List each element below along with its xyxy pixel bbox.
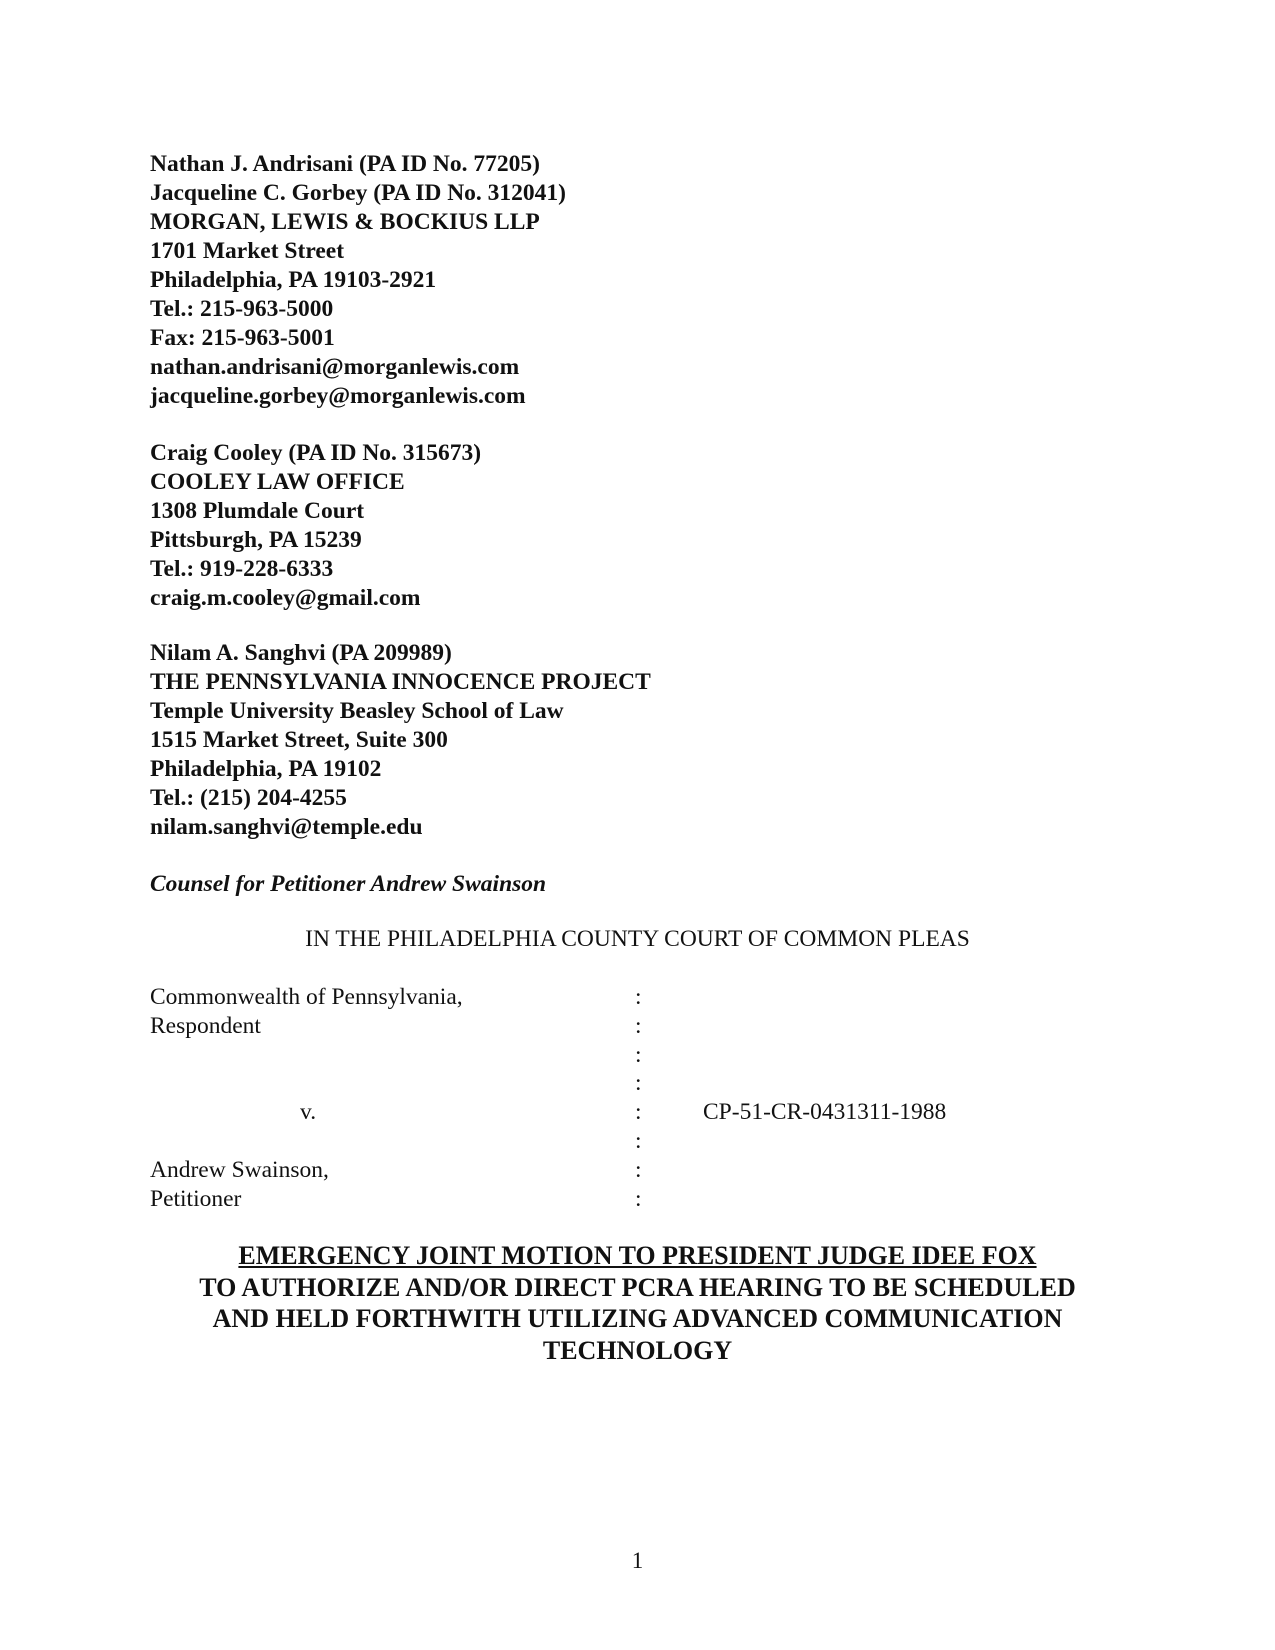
caption-colon: : <box>635 1156 642 1183</box>
email: craig.m.cooley@gmail.com <box>150 585 421 611</box>
counsel-for-statement: Counsel for Petitioner Andrew Swainson <box>150 871 547 897</box>
fax: Fax: 215-963-5001 <box>150 325 335 351</box>
telephone: Tel.: 215-963-5000 <box>150 296 334 322</box>
petitioner-name: Andrew Swainson, <box>150 1157 329 1183</box>
respondent-role: Respondent <box>150 1013 261 1039</box>
street-address: 1308 Plumdale Court <box>150 498 365 524</box>
counsel-line: Nathan J. Andrisani (PA ID No. 77205) <box>150 151 540 177</box>
case-caption <box>150 983 1150 1223</box>
counsel-block-innocence-project <box>150 639 651 842</box>
caption-colon: : <box>635 1127 642 1154</box>
counsel-block-cooley-law <box>150 439 481 613</box>
caption-separator-column <box>635 983 642 1213</box>
caption-colon: : <box>635 1012 642 1039</box>
case-number: CP-51-CR-0431311-1988 <box>703 1099 947 1125</box>
caption-colon: : <box>635 1041 642 1068</box>
caption-colon: : <box>635 984 642 1010</box>
motion-title <box>150 1240 1125 1366</box>
respondent-name: Commonwealth of Pennsylvania, <box>150 984 463 1010</box>
caption-colon: : <box>635 1099 642 1126</box>
petitioner-role: Petitioner <box>150 1186 242 1212</box>
email: nilam.sanghvi@temple.edu <box>150 814 423 840</box>
institution-name: Temple University Beasley School of Law <box>150 698 564 724</box>
caption-party-2 <box>150 1156 329 1214</box>
street-address: 1515 Market Street, Suite 300 <box>150 727 448 753</box>
city-state-zip: Pittsburgh, PA 15239 <box>150 527 362 553</box>
page-number: 1 <box>631 1548 644 1573</box>
counsel-line: Nilam A. Sanghvi (PA 209989) <box>150 640 452 666</box>
motion-title-line-4: TECHNOLOGY <box>542 1335 733 1365</box>
firm-name: THE PENNSYLVANIA INNOCENCE PROJECT <box>150 669 651 695</box>
email: nathan.andrisani@morganlewis.com <box>150 354 520 380</box>
email: jacqueline.gorbey@morganlewis.com <box>150 383 526 409</box>
caption-party-1 <box>150 983 463 1041</box>
counsel-block-morgan-lewis <box>150 150 566 411</box>
telephone: Tel.: 919-228-6333 <box>150 556 334 582</box>
telephone: Tel.: (215) 204-4255 <box>150 785 347 811</box>
court-name-heading: IN THE PHILADELPHIA COUNTY COURT OF COMMON PLEAS <box>305 926 970 952</box>
caption-colon: : <box>635 1185 642 1212</box>
versus-label: v. <box>300 1099 317 1125</box>
firm-name: MORGAN, LEWIS & BOCKIUS LLP <box>150 209 540 235</box>
counsel-line: Craig Cooley (PA ID No. 315673) <box>150 440 482 466</box>
motion-title-line-2: TO AUTHORIZE AND/OR DIRECT PCRA HEARING TO BE SCHEDULED <box>199 1272 1076 1302</box>
city-state-zip: Philadelphia, PA 19103-2921 <box>150 267 437 293</box>
city-state-zip: Philadelphia, PA 19102 <box>150 756 382 782</box>
street-address: 1701 Market Street <box>150 238 345 264</box>
motion-title-line-1: EMERGENCY JOINT MOTION TO PRESIDENT JUDGE IDEE FOX <box>238 1241 1037 1270</box>
counsel-line: Jacqueline C. Gorbey (PA ID No. 312041) <box>150 180 567 206</box>
motion-title-line-3: AND HELD FORTHWITH UTILIZING ADVANCED COMMUNICATION <box>212 1304 1063 1333</box>
caption-colon: : <box>635 1070 642 1097</box>
firm-name: COOLEY LAW OFFICE <box>150 469 405 495</box>
